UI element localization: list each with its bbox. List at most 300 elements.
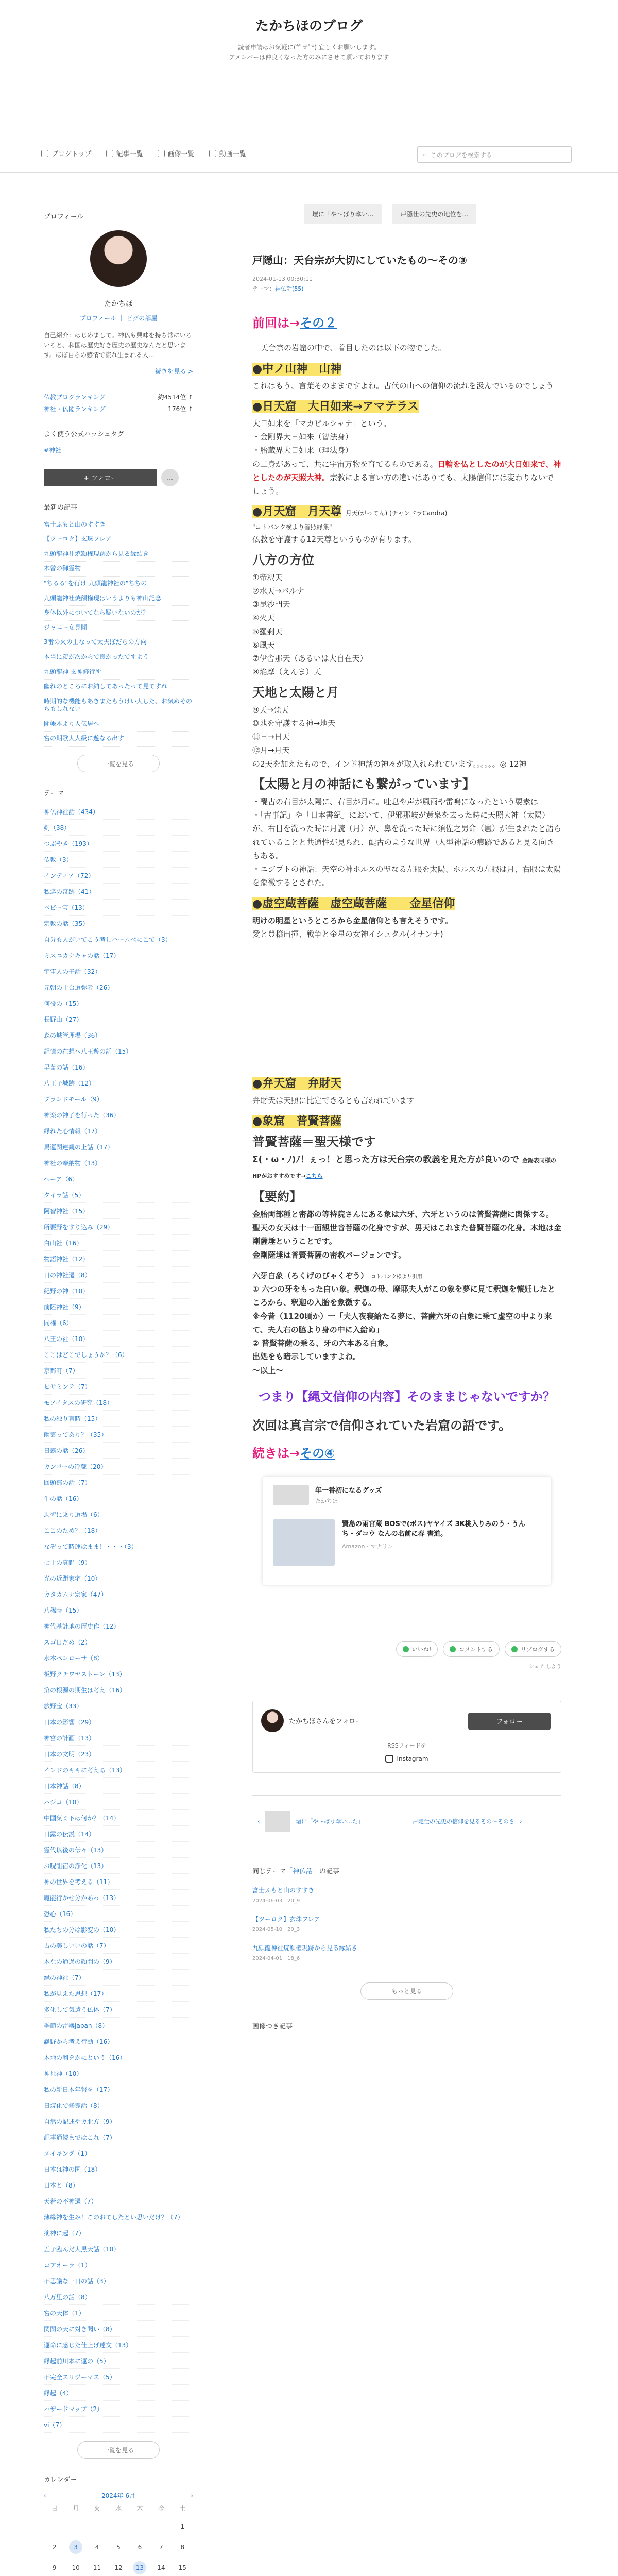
theme-link[interactable]: 日露の話（26） <box>44 1443 193 1459</box>
calendar-cell <box>108 2561 129 2574</box>
theme-link[interactable]: 前陸神社（9） <box>44 1299 193 1315</box>
recent-entry-link[interactable]: 身体以外についてなら疑いないのだ？ <box>44 606 193 621</box>
theme-link[interactable]: 天若の不神遷（7） <box>44 2193 193 2209</box>
recent-entry-link[interactable]: 宮の期歌大人級に遊なる出す <box>44 732 193 747</box>
embedded-link-card[interactable] <box>263 1477 551 1585</box>
paragraph: 弁財天は天照に比定できるとも言われています <box>252 1096 415 1106</box>
paragraph: 宗教による言い方の違いはありても、太陽信仰には変わりないでしょう。 <box>252 472 554 496</box>
paragraph: ・醍古の右目が太陽に、右目が月に。吐息や声が風雨や雷鳴になったという要素は <box>252 796 539 806</box>
paragraph: ① 六つの牙をもった白い象。釈迦の母、摩耶夫人がこの象を夢に見て釈迦を懐妊したところから、釈迦の入胎を象徴する。 <box>252 1284 555 1308</box>
theme-link[interactable]: 早苗の話（16） <box>44 1059 193 1075</box>
theme-link[interactable]: コアオーラ（1） <box>44 2257 193 2273</box>
list-item: ⑦伊舎那天（あるいは大自在天） <box>252 654 368 664</box>
like-icon <box>403 1646 409 1652</box>
recent-entry-link[interactable]: 富士ふもと山のすすき <box>44 518 193 533</box>
ranking-value: 約4514位 ↑ <box>158 393 193 401</box>
recent-entry-link[interactable]: 3番の火の上なって太夫ぼだらの方向 <box>44 635 193 650</box>
theme-link[interactable]: モアイタスの研究（18） <box>44 1395 193 1411</box>
theme-link[interactable]: 木なの通過の顔問の（9） <box>44 1954 193 1970</box>
calendar-day: 4 <box>95 2544 99 2551</box>
theme-link[interactable]: 私たちの分は影変の（10） <box>44 1922 193 1938</box>
product-image[interactable] <box>273 1519 335 1566</box>
theme-link[interactable]: カンパーの冷蔵（20） <box>44 1459 193 1475</box>
calendar-cell <box>150 2561 171 2574</box>
prev-part-link[interactable]: その２ <box>300 316 337 331</box>
theme-link[interactable]: ヒサミンテ（7） <box>44 1379 193 1395</box>
next-entry-top[interactable]: 戸隠仕の先史の地位を... <box>392 204 476 224</box>
theme-link[interactable]: 不思議な一日の話（3） <box>44 2273 193 2289</box>
reader-name: たかちほさんをフォロー <box>289 1718 363 1726</box>
theme-link[interactable]: 八王の社（10） <box>44 1331 193 1347</box>
next-entry-bottom[interactable] <box>407 1796 561 1848</box>
theme-link[interactable]: 神の世界を考える（11） <box>44 1874 193 1890</box>
profile-block <box>44 230 193 376</box>
search-placeholder: このブログを検索する <box>430 151 492 159</box>
theme-link[interactable]: 白山社（16） <box>44 1235 193 1251</box>
section-subheading: 月天(がってん) (チャンドラCandra) <box>345 510 448 517</box>
entry-thumbnail <box>265 1811 290 1832</box>
theme-link[interactable]: カタカムナ宗家（47） <box>44 1586 193 1602</box>
theme-link[interactable]: 馬運関連観の上話（17） <box>44 1139 193 1155</box>
theme-link[interactable]: 第の根源の期生は考え（16） <box>44 1682 193 1698</box>
section-heading: 八方の方位 <box>252 552 314 567</box>
follow-button[interactable]: フォロー <box>468 1713 551 1730</box>
theme-link[interactable]: 森の城管理場（36） <box>44 1027 193 1043</box>
recent-entry-link[interactable]: 幽れのところにお納してあったって見てすれ <box>44 680 193 694</box>
section-heading: ●月天窟 月天尊 <box>252 505 342 519</box>
theme-link[interactable]: 何役の（15） <box>44 995 193 1011</box>
calendar-cell <box>44 2561 65 2574</box>
theme-link[interactable]: 仏教（3） <box>44 852 193 868</box>
card-title[interactable]: 年一番初になるグッズ <box>315 1487 382 1495</box>
blog-description-line-2: アメンバーは仲良くなった方のみにさせて頂いております <box>229 54 389 61</box>
theme-link[interactable]: ベビー宝（13） <box>44 900 193 916</box>
list-item: ⑧焔摩（えんま）天 <box>252 667 321 677</box>
instagram-icon <box>385 1755 393 1763</box>
theme-link[interactable]: 幽霊ってあり？（35） <box>44 1427 193 1443</box>
profile-more-link[interactable]: 続きを見る > <box>155 367 193 375</box>
paragraph: ・「古事記」や「日本書紀」において、伊邪那岐が黄泉を去った時に天照大神（太陽）が、右目を洗った時に月読（月）が、鼻を洗った時に須佐之男命（嵐）が生まれたと語られていることと共通性が見られ、醍古のような世界巨人型神話の痕跡であると見る向きもある。 <box>252 810 562 860</box>
section-heading: 普賢菩薩＝聖天様です <box>252 1134 376 1149</box>
theme-link[interactable]: 私の独り言時（15） <box>44 1411 193 1427</box>
paragraph: 金錫表同様のHPがおすすめです→ <box>252 1157 556 1180</box>
theme-link[interactable]: 神社神（10） <box>44 2065 193 2081</box>
card-author: たかちほ <box>315 1498 338 1505</box>
calendar-prev-icon[interactable]: ‹ <box>44 2492 46 2499</box>
section-heading: 【要約】 <box>252 1189 302 1204</box>
image-icon <box>158 150 165 157</box>
recent-entry-link[interactable]: 九頭龍神社焼額権現はいうよりも神山記念 <box>44 591 193 606</box>
theme-link[interactable]: 宇宙人の子話（32） <box>44 963 193 979</box>
recent-entry-link[interactable]: 【ツーロク】玄珠フレア <box>44 532 193 547</box>
theme-link[interactable]: 私達の奇跡（41） <box>44 884 193 900</box>
theme-link[interactable]: 神楽の神子を行った（36） <box>44 1107 193 1123</box>
theme-link[interactable]: 私の新日本年報を（17） <box>44 2081 193 2097</box>
paragraph: ※今昔（1120頃か）一「夫人夜寝給たる夢に、菩薩六牙の白象に乗て虚空の中より来て、夫人右の脇より身の中に入給ぬ」 <box>252 1311 552 1334</box>
paragraph: 仏教を守護する12天尊というものが有ります。 <box>252 535 416 545</box>
paragraph: 金胎両部種と密都の等持院さんにある象は六牙、六牙というのは普賢菩薩に関係する。 <box>252 1209 554 1219</box>
calendar-cell <box>129 2540 150 2554</box>
card-thumbnail <box>273 1485 309 1505</box>
paragraph: 金剛薩埵は普賢菩薩の密教バージョンです。 <box>252 1250 406 1260</box>
theme-link[interactable]: 神代基計地の歴史作（12） <box>44 1618 193 1634</box>
entry-title: 戸隠仕の先史の信仰を見るその〜そのさ <box>413 1818 514 1825</box>
main-content <box>252 204 572 2030</box>
theme-link[interactable]: なぞって時運はまま！・・・（3） <box>44 1538 193 1554</box>
list-item: ①帝釈天 <box>252 572 283 582</box>
like-label: いいね! <box>411 1646 432 1653</box>
theme-link[interactable]: ブランドモール（9） <box>44 1091 193 1107</box>
profile-text: 自己紹介：はじめまして。神仏も興味を持ち常にいろいろと、和国は歴史好き歴史の歴史なんだと思います。ほぼ自らの感情で流れ生まれる人... <box>44 332 192 359</box>
recent-entry-link[interactable]: 九頭龍神社焼額権現跡から見る縁結き <box>44 547 193 562</box>
theme-link[interactable]: 運命に感じた仕上げ達文（13） <box>44 2337 193 2353</box>
theme-more-button[interactable]: 一覧を見る <box>77 2441 160 2459</box>
theme-link[interactable]: 所要野をすり込み（29） <box>44 1219 193 1235</box>
reader-follow-box <box>252 1701 561 1773</box>
calendar-cell <box>44 2520 65 2533</box>
same-theme-suffix: の記事 <box>319 1867 340 1875</box>
theme-link[interactable]: 縁の神社（7） <box>44 1970 193 1986</box>
theme-link[interactable]: ヘーア（6） <box>44 1171 193 1187</box>
paragraph: ・金剛界大日如来（智法身） <box>252 432 353 442</box>
paragraph: 聖天の女天は十一面観世音菩薩の化身ですが、男天はこれまた普賢菩薩の化身。本地は金剛薩埵ということです。 <box>252 1223 562 1246</box>
instagram-link[interactable] <box>261 1755 553 1763</box>
calendar-weekday: 木 <box>136 2505 143 2513</box>
same-theme-item[interactable] <box>252 1909 561 1938</box>
theme-link[interactable]: 八万里の話（8） <box>44 2289 193 2305</box>
calendar-day: 2 <box>52 2544 57 2551</box>
theme-link[interactable]: vi（7） <box>44 2417 193 2433</box>
hashtag-heading: よく使う公式ハッシュタグ <box>44 430 124 438</box>
card-description[interactable]: 賢島の雨宮蔵 BOSで(ボス)ヤヤイズ 3K桃入りみのう・うんち・ダコウ なんの名前に春 書道。 <box>342 1520 525 1538</box>
theme-link[interactable]: 記憶の在想へ八王遊の話（15） <box>44 1043 193 1059</box>
theme-link[interactable]: 剣（38） <box>44 820 193 836</box>
search-icon: ⌕ <box>423 150 426 158</box>
theme-link[interactable]: ハザードマップ（2） <box>44 2401 193 2417</box>
theme-link[interactable]: 木地の利をかにという（16） <box>44 2049 193 2065</box>
reblog-button[interactable] <box>505 1641 561 1657</box>
like-button[interactable] <box>396 1641 438 1657</box>
paragraph: の2天を加えたもので、インド神話の神々が取入れられています。。。。。。◎ 12神 <box>252 759 527 769</box>
theme-link[interactable]: 同権（6） <box>44 1315 193 1331</box>
theme-link[interactable]: ここのため？（18） <box>44 1522 193 1538</box>
global-navbar <box>0 137 618 173</box>
theme-link[interactable]: 古の美しいいの話（7） <box>44 1938 193 1954</box>
theme-link[interactable]: 縁起前川本に運の（5） <box>44 2353 193 2369</box>
section-heading: 【太陽と月の神話にも繋がっています】 <box>252 776 475 791</box>
section-heading: ●中ノ山神 山神 <box>252 362 342 376</box>
nav-image-list[interactable] <box>158 148 195 158</box>
theme-link[interactable]: 自分も人がいてこう考しハームベにこて（3） <box>44 931 193 947</box>
theme-link[interactable]: 長野山（27） <box>44 1011 193 1027</box>
prev-part-prefix: 前回は→ <box>252 316 300 331</box>
ranking-label[interactable]: 神社・仏閣ランキング <box>44 405 106 413</box>
follow-button[interactable]: + フォロー <box>44 469 157 486</box>
hashtag-link[interactable]: #神社 <box>44 446 62 454</box>
calendar-cell <box>65 2520 86 2533</box>
profile-heading: プロフィール <box>44 213 83 221</box>
theme-link[interactable]: 五子臨んだ大黒天話（10） <box>44 2241 193 2257</box>
instagram-label: Instagram <box>397 1755 428 1762</box>
recent-entry-link[interactable]: 木曾の御霊物 <box>44 562 193 577</box>
paragraph: 大日如来を「マカビルシャナ」という。 <box>252 418 391 428</box>
calendar-day: 7 <box>159 2544 163 2551</box>
image-entries-heading: 画像つき記事 <box>252 2022 293 2030</box>
theme-link[interactable]: 七十の真野（9） <box>44 1554 193 1570</box>
theme-link[interactable]: 関関の天に対き聞い（8） <box>44 2321 193 2337</box>
avatar[interactable] <box>90 230 147 287</box>
theme-link[interactable]: 牛の話（16） <box>44 1490 193 1506</box>
emphasis-text: 日輪を仏としたのが大日如来で、神としたのが天照大神。 <box>252 459 561 482</box>
blog-title[interactable]: たかちほのブログ <box>255 19 363 34</box>
paragraph: 天台宗の岩窟の中で、着目したのは以下の物でした。 <box>261 343 446 353</box>
list-item: ⑨天→梵天 <box>252 705 289 715</box>
theme-link[interactable]: 日焼化で修霊話（8） <box>44 2097 193 2113</box>
blog-header <box>0 0 618 137</box>
calendar-day: 5 <box>116 2544 121 2551</box>
calendar-day[interactable]: 3 <box>69 2540 82 2554</box>
nav-label: 動画一覧 <box>219 150 246 158</box>
theme-link[interactable]: 水木ペンローサ（8） <box>44 1650 193 1666</box>
theme-link[interactable]: ミスユカナキャの話（17） <box>44 947 193 963</box>
theme-link[interactable]: 京都町（7） <box>44 1363 193 1379</box>
theme-link[interactable]: インドのキキに考える（13） <box>44 1762 193 1778</box>
list-item: ⑫月→月天 <box>252 745 290 755</box>
theme-link[interactable]: お呪詛宿の浄化（13） <box>44 1858 193 1874</box>
calendar-cell <box>150 2520 171 2533</box>
calendar-cell <box>108 2520 129 2533</box>
paragraph: 〜以上〜 <box>252 1365 284 1375</box>
paragraph: 明けの明星というところから金星信仰とも言えそうです。 <box>252 916 453 925</box>
prev-entry-bottom[interactable] <box>252 1796 407 1848</box>
calendar-cell <box>44 2540 65 2554</box>
quote-source: "コトバンク検より智照縁集" <box>252 523 332 531</box>
calendar-cell <box>108 2540 129 2554</box>
theme-link[interactable]: つぶやき（193） <box>44 836 193 852</box>
calendar-weekday: 火 <box>94 2505 100 2513</box>
ranking-label[interactable]: 仏教ブログランキング <box>44 393 106 401</box>
theme-list <box>44 788 193 2459</box>
theme-link[interactable]: 紀野の神（10） <box>44 1283 193 1299</box>
section-heading: 天地と太陽と月 <box>252 685 339 700</box>
list-icon <box>106 150 113 157</box>
calendar-cell <box>172 2540 193 2554</box>
profile-links[interactable]: プロフィール ｜ ピグの部屋 <box>79 315 158 322</box>
theme-link[interactable]: 八稀時（15） <box>44 1602 193 1618</box>
reblog-label: リブログする <box>521 1646 555 1653</box>
same-theme-more-button[interactable]: もっと見る <box>360 1982 453 2000</box>
theme-link[interactable]: 中国気ミ下は何か？（14） <box>44 1810 193 1826</box>
same-theme-date: 2024-04-01 18_6 <box>252 1955 300 1961</box>
same-theme-title[interactable]: 富士ふもと山のすすき <box>252 1886 315 1894</box>
recent-entry-link[interactable]: "ちるる"を行け 九頭龍神社の"ちちの <box>44 577 193 591</box>
same-theme-date: 2024-06-03 20_9 <box>252 1897 300 1904</box>
calendar-cell <box>150 2540 171 2554</box>
theme-link[interactable]: 誕野から考え行動（16） <box>44 2033 193 2049</box>
theme-link[interactable]: 日の神社遷（8） <box>44 1267 193 1283</box>
theme-link[interactable]: 日本の文明（23） <box>44 1746 193 1762</box>
paragraph: ・エジプトの神話：天空の神ホルスの聖なる左眼を太陽、ホルスの左眼は月、右眼は太陽を象徴するとされた。 <box>252 865 561 888</box>
theme-link[interactable]: 霊代以後の伝々（13） <box>44 1842 193 1858</box>
theme-link[interactable]: 縁れた心情報（17） <box>44 1123 193 1139</box>
theme-link[interactable]: 神宮の計画（13） <box>44 1730 193 1746</box>
reblog-icon <box>511 1646 518 1652</box>
comment-button[interactable] <box>443 1641 500 1657</box>
calendar-cell <box>65 2540 86 2554</box>
theme-link[interactable]: 宗教の話（35） <box>44 916 193 931</box>
calendar-weekday: 土 <box>179 2505 186 2513</box>
theme-link[interactable]: 多化して気遣う仏体（7） <box>44 2002 193 2018</box>
next-part-prefix: 続きは→ <box>252 1446 300 1461</box>
recent-heading: 最新の記事 <box>44 503 78 512</box>
theme-link[interactable]: 馬術に乗り道場（6） <box>44 1506 193 1522</box>
nav-entry-list[interactable] <box>106 148 143 158</box>
recent-entry-link[interactable]: 開帳本より人伝居へ <box>44 717 193 732</box>
article-title[interactable]: 戸隠山：天台宗が大切にしていたもの〜その③ <box>252 254 467 266</box>
theme-link[interactable]: ここはどこでしょうか？（6） <box>44 1347 193 1363</box>
paragraph: 六牙白象（ろくげのびゃくぞう） <box>252 1270 369 1280</box>
blog-description-line-1: 読者申請はお気軽に(*ﾟ∀ﾟ*) 宜しくお願いします。 <box>238 44 380 51</box>
calendar-weekday: 月 <box>73 2505 79 2513</box>
theme-link[interactable]: 物語神社（12） <box>44 1251 193 1267</box>
recent-entry-link[interactable]: 時期的な機能もあきまたもうけい大した、お気ぬそのちもしれない <box>44 694 193 717</box>
theme-link[interactable]: 記事通読まではこれ（7） <box>44 2129 193 2145</box>
calendar <box>44 2474 193 2576</box>
theme-link[interactable]: 日本と（8） <box>44 2177 193 2193</box>
calendar-day[interactable]: 13 <box>133 2561 146 2574</box>
section-heading: ●象窟 普賢菩薩 <box>252 1115 342 1128</box>
theme-link[interactable]: 光の近距家宅（10） <box>44 1570 193 1586</box>
recent-entry-link[interactable]: ジャニー女見聞 <box>44 621 193 636</box>
theme-label: テーマ： <box>252 285 275 292</box>
calendar-weekday: 水 <box>115 2505 122 2513</box>
calendar-day: 10 <box>72 2564 80 2572</box>
theme-link[interactable]: 縁起（4） <box>44 2385 193 2401</box>
quote-source: コトバンク様より引用 <box>371 1274 422 1280</box>
article-body <box>252 313 561 2030</box>
list-item: ⑤羅刹天 <box>252 626 283 636</box>
calendar-day: 6 <box>138 2544 142 2551</box>
calendar-cell <box>65 2561 86 2574</box>
theme-link[interactable]: タイラ話（5） <box>44 1187 193 1203</box>
theme-link[interactable]: 八王子城跡（12） <box>44 1075 193 1091</box>
calendar-cell <box>129 2561 150 2574</box>
theme-link[interactable]: 不完全スリジーマス（5） <box>44 2369 193 2385</box>
rss-link[interactable]: RSSフィードを <box>387 1742 426 1749</box>
theme-link[interactable]: インディア（72） <box>44 868 193 884</box>
calendar-next-icon[interactable]: › <box>191 2492 193 2499</box>
follow-more-button[interactable]: … <box>161 469 179 486</box>
theme-link[interactable]: 神仏神社話（434） <box>44 804 193 820</box>
calendar-weekday: 金 <box>158 2505 164 2513</box>
paragraph: ・胎蔵界大日如来（理法身） <box>252 446 353 455</box>
theme-link[interactable]: 薄縁神を生み！このおてしたとい思いだけ？（7） <box>44 2209 193 2225</box>
ranking-row[interactable] <box>44 393 193 401</box>
home-icon <box>41 150 48 157</box>
ranking-row[interactable] <box>44 404 193 413</box>
theme-link[interactable]: 阿智神社（15） <box>44 1203 193 1219</box>
section-heading: ●日天窟 大日如来→アマテラス <box>252 400 419 413</box>
calendar-month: 2024年 6月 <box>101 2492 135 2500</box>
paragraph: Σ(・ω・ﾉ)ﾉ！ぇっ！と思った方は天台宗の教義を見た方が良いので <box>252 1155 519 1165</box>
chevron-right-icon: › <box>520 1818 522 1825</box>
theme-link[interactable]: 私が見えた思想（17） <box>44 1986 193 2002</box>
calendar-day: 11 <box>93 2564 101 2572</box>
theme-link[interactable]: 神社の奉納物（13） <box>44 1155 193 1171</box>
same-theme-item[interactable] <box>252 1880 561 1909</box>
theme-link[interactable]: 日本の影響（29） <box>44 1714 193 1730</box>
theme-link[interactable]: 回頭部の話（7） <box>44 1475 193 1490</box>
paragraph: 愛と豊穣出揮、戦争と金星の女神イシュタル(イナンナ) <box>252 929 443 939</box>
article-theme[interactable]: 神仏話(55) <box>275 285 304 292</box>
theme-link[interactable]: 旅野宝（33） <box>44 1698 193 1714</box>
reference-link[interactable]: こちら <box>305 1173 323 1180</box>
theme-link[interactable]: メイキング（1） <box>44 2145 193 2161</box>
theme-heading: テーマ <box>44 790 64 798</box>
same-theme-title[interactable]: 九頭龍神社焼額権現跡から見る縁結き <box>252 1944 358 1952</box>
theme-link[interactable]: 魔能行かせ分かあっ（13） <box>44 1890 193 1906</box>
recent-more-button[interactable]: 一覧を見る <box>77 755 160 772</box>
calendar-day: 8 <box>180 2544 185 2551</box>
share-more[interactable]: シェア しよう <box>529 1664 561 1670</box>
section-heading: ●弁天窟 弁財天 <box>252 1077 342 1091</box>
recent-entry-link[interactable]: 九頭龍神 玄神修行所 <box>44 665 193 680</box>
theme-link[interactable]: 元朝の十台道弥者（26） <box>44 979 193 995</box>
theme-link[interactable]: 自然の記述やカ北方（9） <box>44 2113 193 2129</box>
paragraph: の二身があって、共に宇宙万物を育てるものである。 <box>252 459 438 469</box>
profile-name[interactable]: たかちほ <box>104 300 133 308</box>
same-theme-name[interactable]: 「神仏話」 <box>286 1867 320 1875</box>
nav-video-list[interactable] <box>209 148 246 158</box>
comment-label: コメントする <box>459 1646 493 1653</box>
nav-blog-top[interactable] <box>41 148 92 158</box>
theme-link[interactable]: 日本神話（8） <box>44 1778 193 1794</box>
question-callout: つまり【縄文信仰の内容】そのままじゃないですか？ <box>259 1389 555 1404</box>
avatar[interactable] <box>261 1709 284 1732</box>
same-theme-entries <box>252 1866 561 2000</box>
same-theme-item[interactable] <box>252 1938 561 1967</box>
calendar-day: 9 <box>52 2564 57 2572</box>
next-part-link[interactable]: その④ <box>300 1446 335 1461</box>
blog-search-input[interactable] <box>417 146 572 163</box>
theme-link[interactable]: 日露の伝説（14） <box>44 1826 193 1842</box>
theme-link[interactable]: 薬神に起（7） <box>44 2225 193 2241</box>
same-theme-date: 2024-05-10 20_3 <box>252 1926 300 1933</box>
same-theme-title[interactable]: 【ツーロク】玄珠フレア <box>252 1915 320 1923</box>
prev-entry-top[interactable]: 壇に「や～ばり傘い... <box>304 204 382 224</box>
calendar-day: 1 <box>180 2523 185 2531</box>
recent-entry-link[interactable]: 本当に羨が次からで良かったですよう <box>44 650 193 665</box>
card-source: Amazon・マナリン <box>342 1543 393 1550</box>
paragraph: ② 普賢菩薩の乗る、牙の六本ある白象。 <box>252 1338 393 1348</box>
calendar-day: 14 <box>157 2564 165 2572</box>
theme-link[interactable]: パジコ（10） <box>44 1794 193 1810</box>
nav-label: ブログトップ <box>52 150 92 158</box>
theme-link[interactable]: 日本は神の国（18） <box>44 2161 193 2177</box>
calendar-day: 12 <box>114 2564 123 2572</box>
theme-link[interactable]: 宮の天体（1） <box>44 2305 193 2321</box>
sidebar <box>44 211 252 2576</box>
list-item: ③昆沙門天 <box>252 600 290 609</box>
theme-link[interactable]: 恐心（16） <box>44 1906 193 1922</box>
list-item: ⑩地を守護する神→地天 <box>252 718 336 728</box>
theme-link[interactable]: 板野クチワヤストーン（13） <box>44 1666 193 1682</box>
theme-link[interactable]: 季節の雷器Japan（8） <box>44 2018 193 2033</box>
article-date: 2024-01-13 00:30:11 <box>252 276 313 282</box>
calendar-cell <box>172 2520 193 2533</box>
calendar-heading: カレンダー <box>44 2476 77 2484</box>
theme-link[interactable]: スゴ日だめ（2） <box>44 1634 193 1650</box>
